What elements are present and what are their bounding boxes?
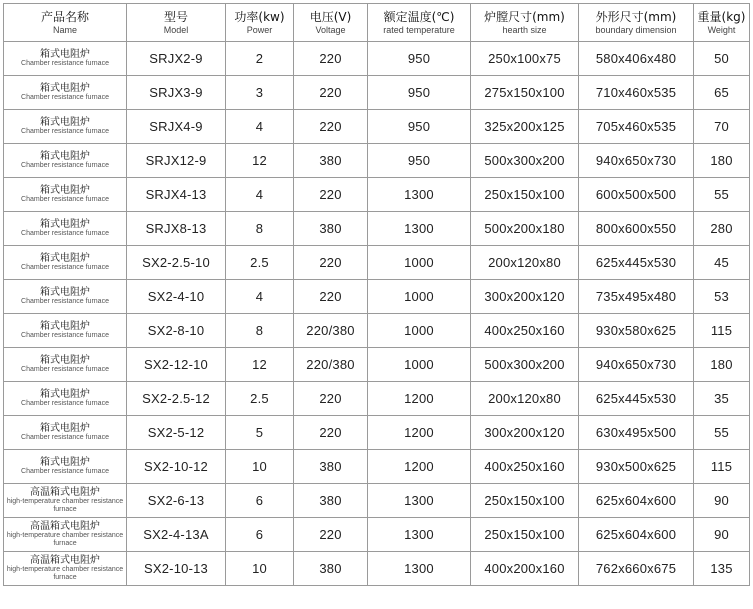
cell-rated-temperature: 1300 bbox=[368, 552, 471, 586]
cell-voltage: 220/380 bbox=[294, 348, 368, 382]
cell-hearth-size: 400x250x160 bbox=[471, 450, 579, 484]
cell-power: 8 bbox=[226, 212, 294, 246]
cell-rated-temperature: 1000 bbox=[368, 246, 471, 280]
name-zh: 箱式电阻炉 bbox=[40, 151, 90, 162]
cell-rated-temperature: 1300 bbox=[368, 518, 471, 552]
name-en: Chamber resistance furnace bbox=[21, 298, 109, 305]
cell-power: 4 bbox=[226, 280, 294, 314]
name-zh: 箱式电阻炉 bbox=[40, 49, 90, 60]
cell-voltage: 220 bbox=[294, 382, 368, 416]
cell-boundary-dimension: 940x650x730 bbox=[579, 144, 694, 178]
cell-hearth-size: 250x150x100 bbox=[471, 178, 579, 212]
cell-boundary-dimension: 625x604x600 bbox=[579, 518, 694, 552]
header-row bbox=[4, 4, 750, 42]
header-rated-temperature: 额定温度(℃) rated temperature bbox=[368, 4, 471, 42]
cell-voltage: 220/380 bbox=[294, 314, 368, 348]
cell-boundary-dimension: 600x500x500 bbox=[579, 178, 694, 212]
cell-hearth-size: 275x150x100 bbox=[471, 76, 579, 110]
cell-name bbox=[4, 76, 127, 110]
name-en: Chamber resistance furnace bbox=[21, 264, 109, 271]
table-row bbox=[4, 382, 750, 416]
table-row bbox=[4, 348, 750, 382]
cell-model: SRJX8-13 bbox=[127, 212, 226, 246]
cell-model: SRJX4-13 bbox=[127, 178, 226, 212]
cell-voltage: 220 bbox=[294, 178, 368, 212]
name-zh: 箱式电阻炉 bbox=[40, 117, 90, 128]
cell-rated-temperature: 1000 bbox=[368, 314, 471, 348]
header-model: 型号 Model bbox=[127, 4, 226, 42]
cell-rated-temperature: 950 bbox=[368, 42, 471, 76]
cell-name bbox=[4, 484, 127, 518]
cell-boundary-dimension: 762x660x675 bbox=[579, 552, 694, 586]
cell-rated-temperature: 1000 bbox=[368, 280, 471, 314]
name-en: Chamber resistance furnace bbox=[21, 128, 109, 135]
table-row bbox=[4, 552, 750, 586]
cell-voltage: 220 bbox=[294, 110, 368, 144]
table-row bbox=[4, 280, 750, 314]
table-row bbox=[4, 144, 750, 178]
cell-voltage: 220 bbox=[294, 42, 368, 76]
table-row bbox=[4, 314, 750, 348]
cell-boundary-dimension: 940x650x730 bbox=[579, 348, 694, 382]
cell-voltage: 380 bbox=[294, 144, 368, 178]
table-row bbox=[4, 416, 750, 450]
cell-voltage: 380 bbox=[294, 450, 368, 484]
cell-rated-temperature: 1200 bbox=[368, 382, 471, 416]
cell-voltage: 380 bbox=[294, 552, 368, 586]
cell-model: SRJX3-9 bbox=[127, 76, 226, 110]
header-weight: 重量(kg) Weight bbox=[694, 4, 750, 42]
cell-voltage: 220 bbox=[294, 518, 368, 552]
cell-hearth-size: 200x120x80 bbox=[471, 246, 579, 280]
table-row bbox=[4, 42, 750, 76]
cell-power: 6 bbox=[226, 484, 294, 518]
cell-name bbox=[4, 450, 127, 484]
cell-weight: 50 bbox=[694, 42, 750, 76]
name-en: Chamber resistance furnace bbox=[21, 332, 109, 339]
name-en: Chamber resistance furnace bbox=[21, 468, 109, 475]
cell-rated-temperature: 1200 bbox=[368, 450, 471, 484]
name-zh: 箱式电阻炉 bbox=[40, 287, 90, 298]
cell-hearth-size: 500x300x200 bbox=[471, 348, 579, 382]
cell-weight: 53 bbox=[694, 280, 750, 314]
cell-boundary-dimension: 735x495x480 bbox=[579, 280, 694, 314]
cell-name bbox=[4, 246, 127, 280]
table-row bbox=[4, 110, 750, 144]
cell-weight: 180 bbox=[694, 144, 750, 178]
cell-hearth-size: 400x250x160 bbox=[471, 314, 579, 348]
cell-name bbox=[4, 382, 127, 416]
cell-hearth-size: 325x200x125 bbox=[471, 110, 579, 144]
cell-power: 2.5 bbox=[226, 246, 294, 280]
cell-rated-temperature: 1300 bbox=[368, 484, 471, 518]
cell-rated-temperature: 1300 bbox=[368, 178, 471, 212]
cell-model: SRJX2-9 bbox=[127, 42, 226, 76]
name-en: Chamber resistance furnace bbox=[21, 230, 109, 237]
name-en: Chamber resistance furnace bbox=[21, 162, 109, 169]
cell-name bbox=[4, 416, 127, 450]
furnace-spec-table bbox=[3, 3, 750, 586]
name-zh: 高温箱式电阻炉 bbox=[30, 521, 100, 532]
cell-model: SX2-2.5-10 bbox=[127, 246, 226, 280]
name-zh: 箱式电阻炉 bbox=[40, 185, 90, 196]
cell-name bbox=[4, 178, 127, 212]
cell-hearth-size: 250x150x100 bbox=[471, 518, 579, 552]
table-row bbox=[4, 178, 750, 212]
cell-power: 4 bbox=[226, 178, 294, 212]
cell-power: 4 bbox=[226, 110, 294, 144]
cell-model: SX2-4-13A bbox=[127, 518, 226, 552]
name-zh: 箱式电阻炉 bbox=[40, 219, 90, 230]
header-hearth-size: 炉膛尺寸(mm) hearth size bbox=[471, 4, 579, 42]
cell-boundary-dimension: 580x406x480 bbox=[579, 42, 694, 76]
cell-hearth-size: 500x300x200 bbox=[471, 144, 579, 178]
cell-hearth-size: 400x200x160 bbox=[471, 552, 579, 586]
cell-power: 3 bbox=[226, 76, 294, 110]
cell-boundary-dimension: 625x445x530 bbox=[579, 246, 694, 280]
name-en: high-temperature chamber resistance furnace bbox=[6, 532, 124, 547]
cell-name bbox=[4, 212, 127, 246]
cell-weight: 65 bbox=[694, 76, 750, 110]
cell-weight: 90 bbox=[694, 518, 750, 552]
cell-boundary-dimension: 710x460x535 bbox=[579, 76, 694, 110]
cell-weight: 70 bbox=[694, 110, 750, 144]
cell-name bbox=[4, 280, 127, 314]
table-row bbox=[4, 518, 750, 552]
cell-name bbox=[4, 110, 127, 144]
name-en: high-temperature chamber resistance furnace bbox=[6, 566, 124, 581]
cell-rated-temperature: 1300 bbox=[368, 212, 471, 246]
cell-power: 12 bbox=[226, 348, 294, 382]
header-power: 功率(kw) Power bbox=[226, 4, 294, 42]
cell-voltage: 380 bbox=[294, 212, 368, 246]
name-zh: 箱式电阻炉 bbox=[40, 83, 90, 94]
cell-weight: 90 bbox=[694, 484, 750, 518]
name-en: Chamber resistance furnace bbox=[21, 434, 109, 441]
cell-model: SX2-12-10 bbox=[127, 348, 226, 382]
cell-weight: 115 bbox=[694, 450, 750, 484]
cell-rated-temperature: 1200 bbox=[368, 416, 471, 450]
name-zh: 箱式电阻炉 bbox=[40, 457, 90, 468]
cell-hearth-size: 300x200x120 bbox=[471, 416, 579, 450]
cell-voltage: 220 bbox=[294, 76, 368, 110]
cell-name bbox=[4, 518, 127, 552]
cell-voltage: 220 bbox=[294, 416, 368, 450]
cell-model: SRJX12-9 bbox=[127, 144, 226, 178]
name-zh: 箱式电阻炉 bbox=[40, 321, 90, 332]
cell-model: SX2-10-13 bbox=[127, 552, 226, 586]
cell-boundary-dimension: 705x460x535 bbox=[579, 110, 694, 144]
cell-weight: 180 bbox=[694, 348, 750, 382]
cell-boundary-dimension: 625x604x600 bbox=[579, 484, 694, 518]
cell-hearth-size: 200x120x80 bbox=[471, 382, 579, 416]
table-row bbox=[4, 484, 750, 518]
cell-power: 6 bbox=[226, 518, 294, 552]
cell-weight: 55 bbox=[694, 416, 750, 450]
name-en: Chamber resistance furnace bbox=[21, 60, 109, 67]
name-zh: 箱式电阻炉 bbox=[40, 423, 90, 434]
cell-hearth-size: 250x150x100 bbox=[471, 484, 579, 518]
cell-boundary-dimension: 930x500x625 bbox=[579, 450, 694, 484]
cell-voltage: 380 bbox=[294, 484, 368, 518]
cell-name bbox=[4, 144, 127, 178]
table-row bbox=[4, 212, 750, 246]
cell-name bbox=[4, 552, 127, 586]
spec-table-container bbox=[3, 3, 750, 586]
cell-voltage: 220 bbox=[294, 280, 368, 314]
cell-model: SX2-5-12 bbox=[127, 416, 226, 450]
cell-power: 10 bbox=[226, 552, 294, 586]
cell-model: SX2-2.5-12 bbox=[127, 382, 226, 416]
cell-rated-temperature: 950 bbox=[368, 144, 471, 178]
cell-boundary-dimension: 930x580x625 bbox=[579, 314, 694, 348]
table-row bbox=[4, 76, 750, 110]
name-zh: 箱式电阻炉 bbox=[40, 389, 90, 400]
name-en: Chamber resistance furnace bbox=[21, 366, 109, 373]
name-en: high-temperature chamber resistance furnace bbox=[6, 498, 124, 513]
cell-model: SX2-10-12 bbox=[127, 450, 226, 484]
cell-weight: 35 bbox=[694, 382, 750, 416]
cell-power: 5 bbox=[226, 416, 294, 450]
cell-voltage: 220 bbox=[294, 246, 368, 280]
name-zh: 高温箱式电阻炉 bbox=[30, 487, 100, 498]
cell-boundary-dimension: 625x445x530 bbox=[579, 382, 694, 416]
name-zh: 箱式电阻炉 bbox=[40, 355, 90, 366]
cell-rated-temperature: 1000 bbox=[368, 348, 471, 382]
cell-power: 2 bbox=[226, 42, 294, 76]
cell-name bbox=[4, 42, 127, 76]
cell-boundary-dimension: 630x495x500 bbox=[579, 416, 694, 450]
cell-hearth-size: 500x200x180 bbox=[471, 212, 579, 246]
cell-weight: 115 bbox=[694, 314, 750, 348]
cell-name bbox=[4, 314, 127, 348]
cell-weight: 45 bbox=[694, 246, 750, 280]
cell-rated-temperature: 950 bbox=[368, 110, 471, 144]
name-en: Chamber resistance furnace bbox=[21, 196, 109, 203]
header-name: 产品名称 Name bbox=[4, 4, 127, 42]
cell-power: 8 bbox=[226, 314, 294, 348]
cell-model: SX2-8-10 bbox=[127, 314, 226, 348]
cell-weight: 280 bbox=[694, 212, 750, 246]
table-row bbox=[4, 246, 750, 280]
cell-name bbox=[4, 348, 127, 382]
cell-hearth-size: 300x200x120 bbox=[471, 280, 579, 314]
cell-power: 10 bbox=[226, 450, 294, 484]
cell-weight: 135 bbox=[694, 552, 750, 586]
cell-power: 12 bbox=[226, 144, 294, 178]
name-zh: 高温箱式电阻炉 bbox=[30, 555, 100, 566]
cell-boundary-dimension: 800x600x550 bbox=[579, 212, 694, 246]
header-voltage: 电压(V) Voltage bbox=[294, 4, 368, 42]
name-zh: 箱式电阻炉 bbox=[40, 253, 90, 264]
cell-weight: 55 bbox=[694, 178, 750, 212]
header-boundary-dimension: 外形尺寸(mm) boundary dimension bbox=[579, 4, 694, 42]
cell-model: SRJX4-9 bbox=[127, 110, 226, 144]
cell-hearth-size: 250x100x75 bbox=[471, 42, 579, 76]
cell-model: SX2-6-13 bbox=[127, 484, 226, 518]
cell-model: SX2-4-10 bbox=[127, 280, 226, 314]
name-en: Chamber resistance furnace bbox=[21, 400, 109, 407]
name-en: Chamber resistance furnace bbox=[21, 94, 109, 101]
cell-power: 2.5 bbox=[226, 382, 294, 416]
cell-rated-temperature: 950 bbox=[368, 76, 471, 110]
table-row bbox=[4, 450, 750, 484]
